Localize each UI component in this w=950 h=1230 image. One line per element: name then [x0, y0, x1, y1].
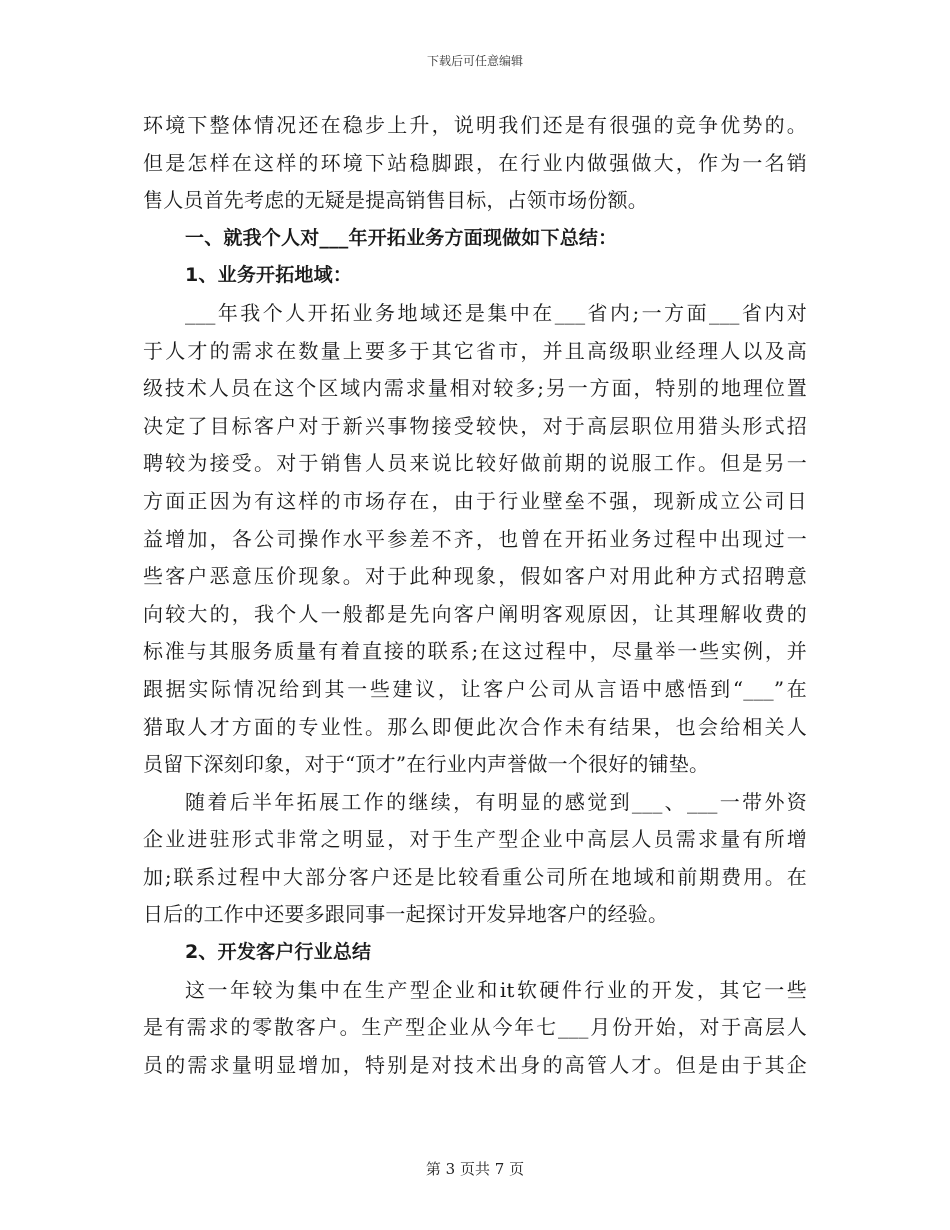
- paragraph-first-line: ___年我个人开拓业务地域还是集中在___省内;一方面___省内对: [185, 300, 807, 325]
- paragraph-last-line: 售人员首先考虑的无疑是提高销售目标，占领市场份额。: [143, 188, 648, 213]
- body-line: 但是怎样在这样的环境下站稳脚跟，在行业内做强做大，作为一名销: [143, 150, 807, 175]
- page-header: 下载后可任意编辑: [426, 54, 523, 68]
- section-heading: 2、开发客户行业总结: [185, 941, 372, 964]
- body-line: 聘较为接受。对于销售人员来说比较好做前期的说服工作。但是另一: [143, 451, 807, 476]
- section-heading: 一、就我个人对___年开拓业务方面现做如下总结：: [185, 226, 618, 249]
- body-line: 些客户恶意压价现象。对于此种现象，假如客户对用此种方式招聘意: [143, 564, 807, 589]
- body-line: 益增加，各公司操作水平参差不齐，也曾在开拓业务过程中出现过一: [143, 526, 807, 551]
- body-line: 级技术人员在这个区域内需求量相对较多;另一方面，特别的地理位置: [143, 376, 807, 401]
- paragraph-last-line: 日后的工作中还要多跟同事一起探讨开发异地客户的经验。: [143, 902, 669, 927]
- body-line: 是有需求的零散客户。生产型企业从今年七___月份开始，对于高层人: [143, 1015, 807, 1040]
- body-line: 加;联系过程中大部分客户还是比较看重公司所在地域和前期费用。在: [143, 864, 807, 889]
- paragraph-last-line: 员留下深刻印象，对于“顶才”在行业内声誉做一个很好的铺垫。: [143, 752, 710, 777]
- body-line: 猎取人才方面的专业性。那么即便此次合作未有结果，也会给相关人: [143, 714, 807, 739]
- body-line: 环境下整体情况还在稳步上升，说明我们还是有很强的竞争优势的。: [143, 113, 807, 137]
- body-line: 决定了目标客户对于新兴事物接受较快，对于高层职位用猎头形式招: [143, 413, 807, 438]
- section-heading: 1、业务开拓地域：: [185, 264, 353, 287]
- body-line: 企业进驻形式非常之明显，对于生产型企业中高层人员需求量有所增: [143, 827, 807, 852]
- paragraph-first-line: 这一年较为集中在生产型企业和it软硬件行业的开发，其它一些: [185, 977, 807, 1002]
- body-line: 方面正因为有这样的市场存在，由于行业壁垒不强，现新成立公司日: [143, 488, 807, 513]
- paragraph-first-line: 随着后半年拓展工作的继续，有明显的感觉到___、___一带外资: [185, 789, 807, 814]
- document-body: [143, 107, 807, 1084]
- body-line: 向较大的，我个人一般都是先向客户阐明客观原因，让其理解收费的: [143, 601, 807, 626]
- page-footer: 第 3 页共 7 页: [425, 1160, 525, 1178]
- body-line: 标准与其服务质量有着直接的联系;在这过程中，尽量举一些实例，并: [143, 639, 807, 664]
- body-line: 跟据实际情况给到其一些建议，让客户公司从言语中感悟到“___”在: [143, 676, 807, 701]
- body-line: 于人才的需求在数量上要多于其它省市，并且高级职业经理人以及高: [143, 338, 807, 363]
- body-line: 员的需求量明显增加，特别是对技术出身的高管人才。但是由于其企: [143, 1052, 807, 1077]
